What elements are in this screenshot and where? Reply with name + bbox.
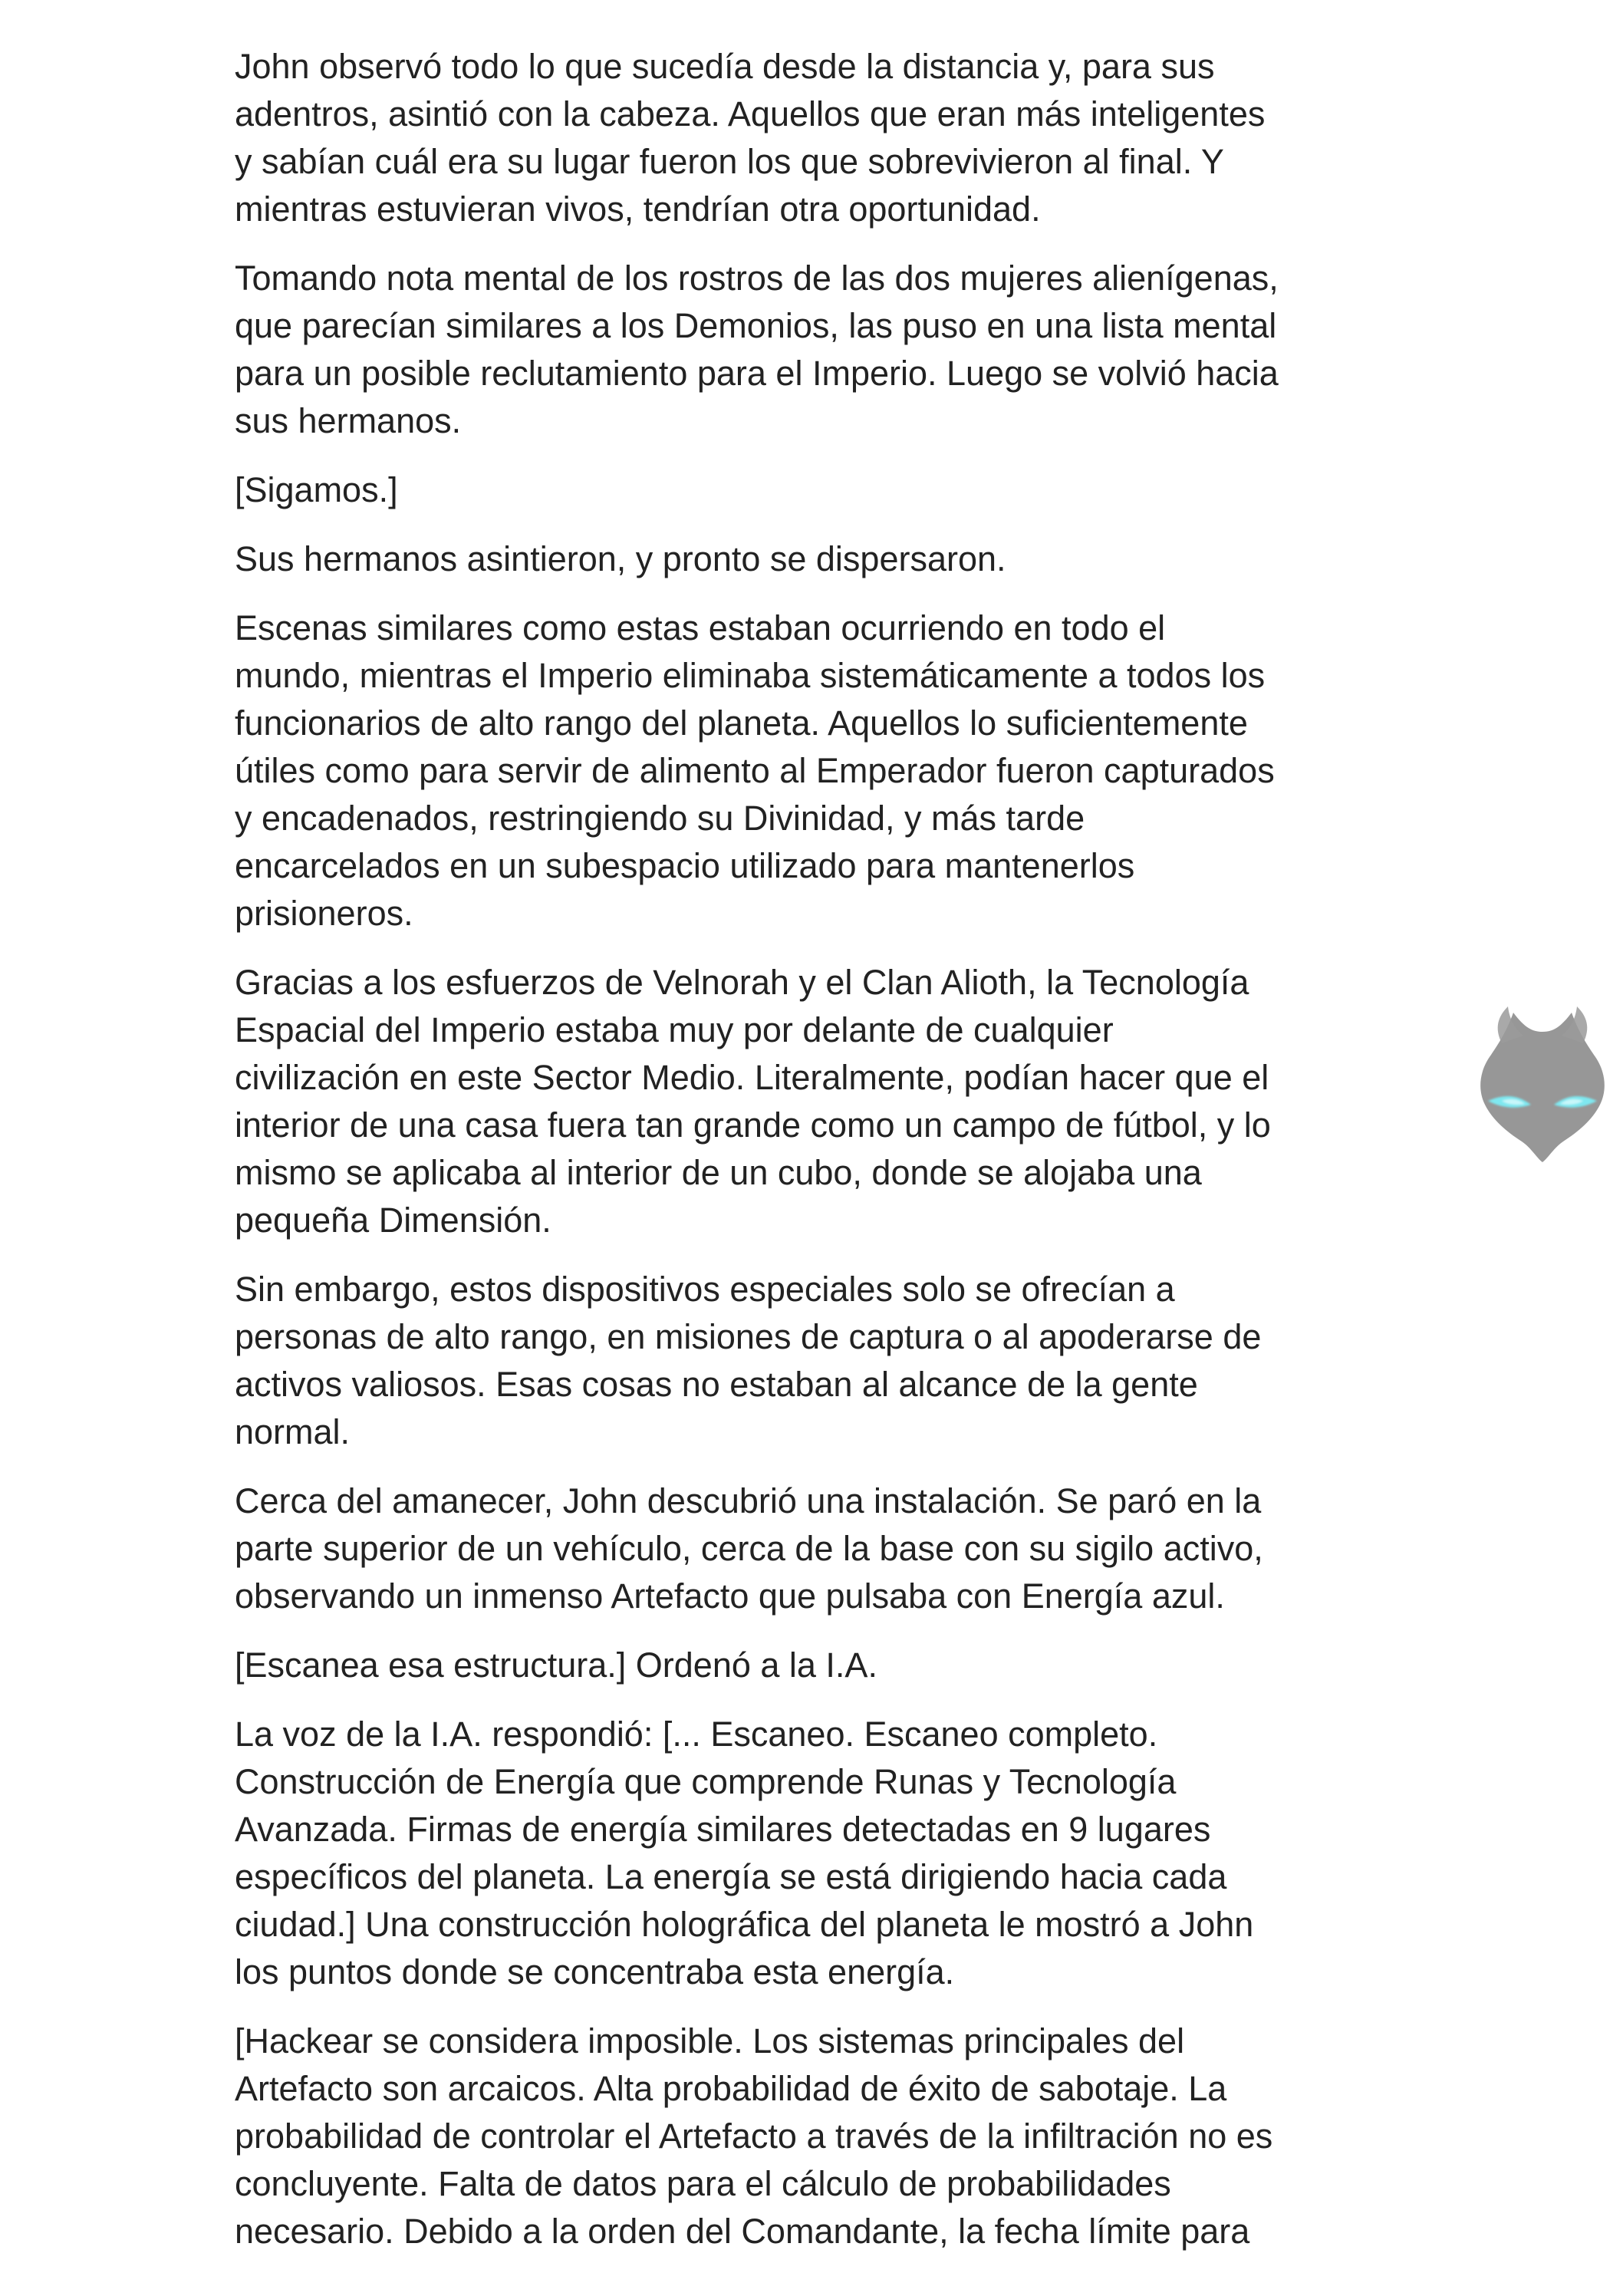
paragraph: [Escanea esa estructura.] Ordenó a la I.A. — [235, 1645, 877, 1685]
paragraph: La voz de la I.A. respondió: [... Escaneo. Escaneo completo. Construcción de Energía que comprende Runas y Tecnología Avanzada. Firmas de energía similares detectadas en 9 lugares específicos del planeta. La energía se está dirigiendo hacia cada ciudad.] Una construcción holográfica del planeta le mostró a John los puntos donde se concentraba esta energía. — [235, 1715, 1254, 1991]
paragraph: Sus hermanos asintieron, y pronto se dispersaron. — [235, 539, 1006, 578]
paragraph: John observó todo lo que sucedía desde la distancia y, para sus adentros, asintió con la cabeza. Aquellos que eran más inteligentes y sabían cuál era su lugar fueron los que sobrevivieron al final. Y mientras estuvieran vivos, tendrían otra oportunidad. — [235, 47, 1266, 229]
document-body — [235, 43, 1416, 2277]
demon-head-shape — [1480, 1006, 1605, 1162]
paragraph: Sin embargo, estos dispositivos especiales solo se ofrecían a personas de alto rango, en misiones de captura o al apoderarse de activos valiosos. Esas cosas no estaban al alcance de la gente normal. — [235, 1270, 1262, 1451]
paragraph: Cerca del amanecer, John descubrió una instalación. Se paró en la parte superior de un vehículo, cerca de la base con su sigilo activo, observando un inmenso Artefacto que pulsaba con Energía azul. — [235, 1481, 1263, 1616]
paragraph: [Sigamos.] — [235, 470, 398, 509]
demon-head-icon — [1471, 997, 1614, 1166]
paragraph: Tomando nota mental de los rostros de las dos mujeres alienígenas, que parecían similares a los Demonios, las puso en una lista mental para un posible reclutamiento para el Imperio. Luego se volvió hacia sus hermanos. — [235, 259, 1279, 440]
paragraph: Gracias a los esfuerzos de Velnorah y el Clan Alioth, la Tecnología Espacial del Imperio estaba muy por delante de cualquier civilización en este Sector Medio. Literalmente, podían hacer que el interior de una casa fuera tan grande como un campo de fútbol, y lo mismo se aplicaba al interior de un cubo, donde se alojaba una pequeña Dimensión. — [235, 963, 1271, 1240]
paragraph: Escenas similares como estas estaban ocurriendo en todo el mundo, mientras el Imperio eliminaba sistemáticamente a todos los funcionarios de alto rango del planeta. Aquellos lo suficientemente útiles como para servir de alimento al Emperador fueron capturados y encadenados, restringiendo su Divinidad, y más tarde encarcelados en un subespacio utilizado para mantenerlos prisioneros. — [235, 608, 1275, 933]
paragraph: [Hackear se considera imposible. Los sistemas principales del Artefacto son arcaicos. Alta probabilidad de éxito de sabotaje. La probabilidad de controlar el Artefacto a través de la infiltración no es concluyente. Falta de datos para el cálculo de probabilidades necesario. Debido a la orden del Comandante, la fecha límite para — [235, 2021, 1273, 2251]
